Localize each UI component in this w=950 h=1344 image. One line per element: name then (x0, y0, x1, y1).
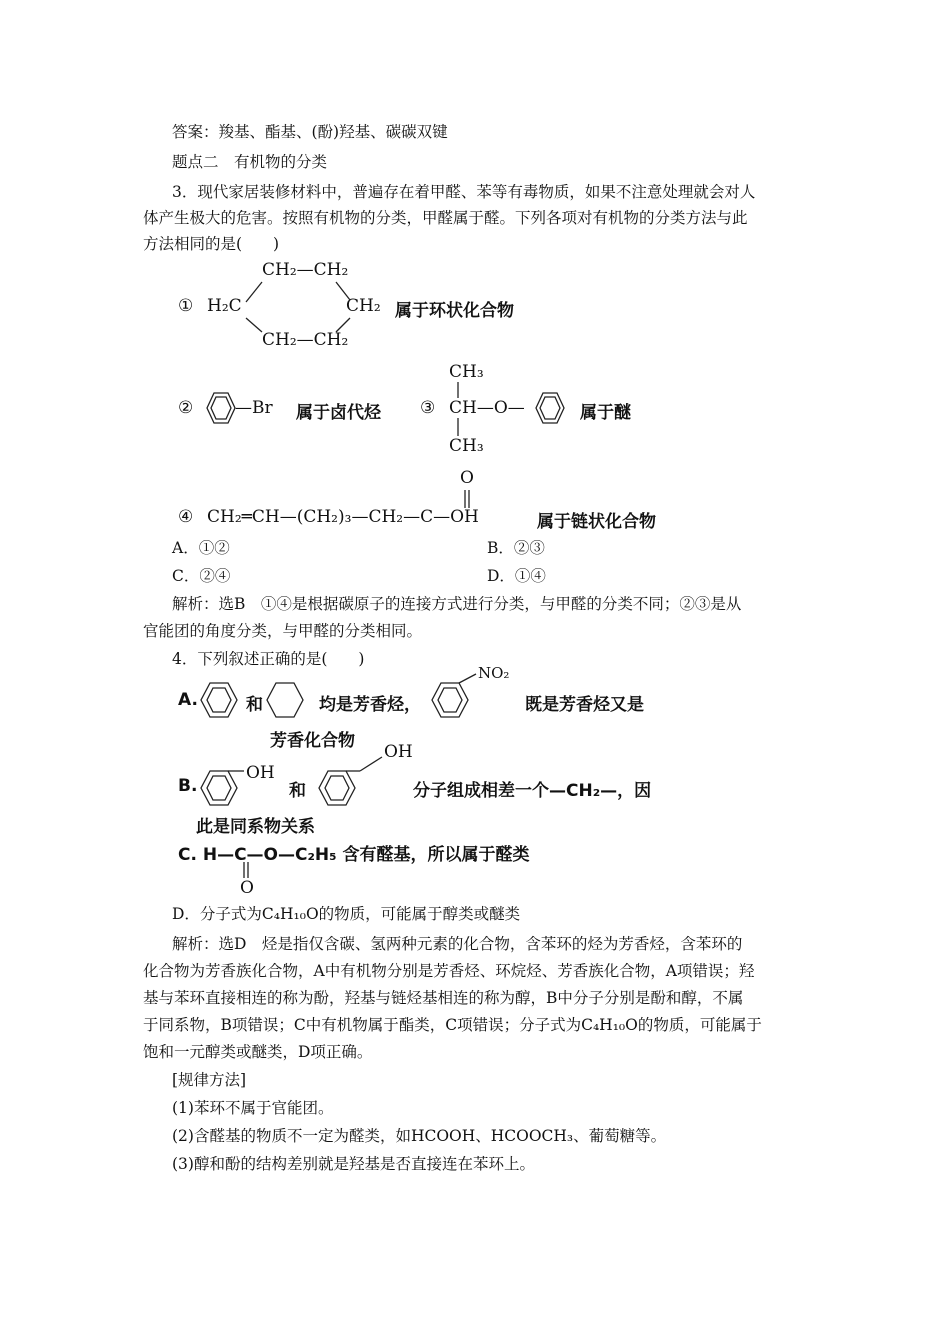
q3-item-4-formula: CH₂═CH—(CH₂)₃—CH₂—C—OH (207, 507, 479, 527)
q3-item-2-label: 属于卤代烃 (296, 403, 381, 423)
q3-item-2-number: ② (178, 398, 194, 418)
q3-option-a[interactable]: A．①② (172, 539, 230, 557)
q4-option-a-nitro: NO₂ (478, 664, 510, 682)
q4-option-a-letter: A. (178, 690, 198, 710)
q4-option-c-carbonyl-o: O (240, 878, 254, 898)
rule-1: (1)苯环不属于官能团。 (172, 1099, 334, 1117)
q3-analysis-line-1: 解析：选B ①④是根据碳原子的连接方式进行分类，与甲醛的分类不同；②③是从 (172, 595, 742, 613)
q4-analysis-line-4: 于同系物，B项错误；C中有机物属于酯类，C项错误；分子式为C₄H₁₀O的物质，可能属于 (143, 1016, 762, 1034)
q3-item-1-number: ① (178, 296, 194, 316)
q4-stem: 4．下列叙述正确的是( ) (172, 650, 365, 668)
q3-stem-line-2: 体产生极大的危害。按照有机物的分类，甲醛属于醛。下列各项对有机物的分类方法与此 (143, 209, 748, 227)
q4-analysis-line-3: 基与苯环直接相连的称为酚，羟基与链烃基相连的称为醇，B中分子分别是酚和醇，不属 (143, 989, 744, 1007)
q4-option-b-and: 和 (289, 781, 306, 801)
q4-option-c-text: C. H—C—O—C₂H₅ 含有醛基，所以属于醛类 (178, 845, 530, 865)
q3-stem-line-1: 3．现代家居装修材料中，普遍存在着甲醛、苯等有毒物质，如果不注意处理就会对人 (172, 183, 756, 201)
q3-analysis-line-2: 官能团的角度分类，与甲醛的分类相同。 (143, 622, 423, 640)
q4-option-b-letter: B. (178, 776, 198, 796)
q4-option-a-text-3: 芳香化合物 (270, 731, 355, 751)
q3-item-3-label: 属于醚 (580, 403, 631, 423)
q3-option-b[interactable]: B．②③ (487, 539, 545, 557)
q4-option-b-text-1: 分子组成相差一个—CH₂—，因 (413, 781, 652, 801)
q3-item-4-label: 属于链状化合物 (537, 512, 656, 532)
q4-option-a-text-1: 均是芳香烃， (319, 695, 421, 715)
q3-item-3-top-methyl: CH₃ (449, 362, 484, 382)
q4-option-b-oh-1: OH (246, 763, 275, 783)
answer-line: 答案：羧基、酯基、(酚)羟基、碳碳双键 (172, 123, 448, 141)
section-title: 题点二 有机物的分类 (172, 153, 328, 171)
q3-item-1-right-formula: CH₂ (346, 296, 381, 316)
rules-title: [规律方法] (172, 1071, 247, 1089)
q3-item-3-number: ③ (420, 398, 436, 418)
q4-analysis-line-1: 解析：选D 烃是指仅含碳、氢两种元素的化合物，含苯环的烃为芳香烃，含苯环的 (172, 935, 743, 953)
q3-item-1-left-formula: H₂C (207, 296, 242, 316)
q3-option-c[interactable]: C．②④ (172, 567, 231, 585)
q3-stem-line-3: 方法相同的是( ) (143, 235, 280, 253)
q3-item-4-number: ④ (178, 507, 194, 527)
q3-option-d[interactable]: D．①④ (487, 567, 546, 585)
q4-option-b-oh-2: OH (384, 742, 413, 762)
rule-3: (3)醇和酚的结构差别就是羟基是否直接连在苯环上。 (172, 1155, 535, 1173)
q4-option-a-text-2: 既是芳香烃又是 (525, 695, 644, 715)
q3-item-4-carbonyl-o: O (460, 468, 474, 488)
q3-item-2-substituent: —Br (235, 398, 273, 418)
q4-analysis-line-5: 饱和一元醇类或醚类，D项正确。 (143, 1043, 373, 1061)
rule-2: (2)含醛基的物质不一定为醛类，如HCOOH、HCOOCH₃、葡萄糖等。 (172, 1127, 667, 1145)
q3-item-1-label: 属于环状化合物 (395, 301, 514, 321)
q3-item-3-main: CH—O— (449, 398, 525, 418)
q4-option-a-and: 和 (246, 695, 263, 715)
q3-item-1-top-formula: CH₂—CH₂ (262, 260, 349, 280)
q4-analysis-line-2: 化合物为芳香族化合物，A中有机物分别是芳香烃、环烷烃、芳香族化合物，A项错误；羟 (143, 962, 755, 980)
q4-option-d[interactable]: D．分子式为C₄H₁₀O的物质，可能属于醇类或醚类 (172, 905, 521, 923)
q3-item-3-bottom-methyl: CH₃ (449, 436, 484, 456)
q3-item-1-bottom-formula: CH₂—CH₂ (262, 330, 349, 350)
q4-option-b-text-2: 此是同系物关系 (196, 817, 315, 837)
